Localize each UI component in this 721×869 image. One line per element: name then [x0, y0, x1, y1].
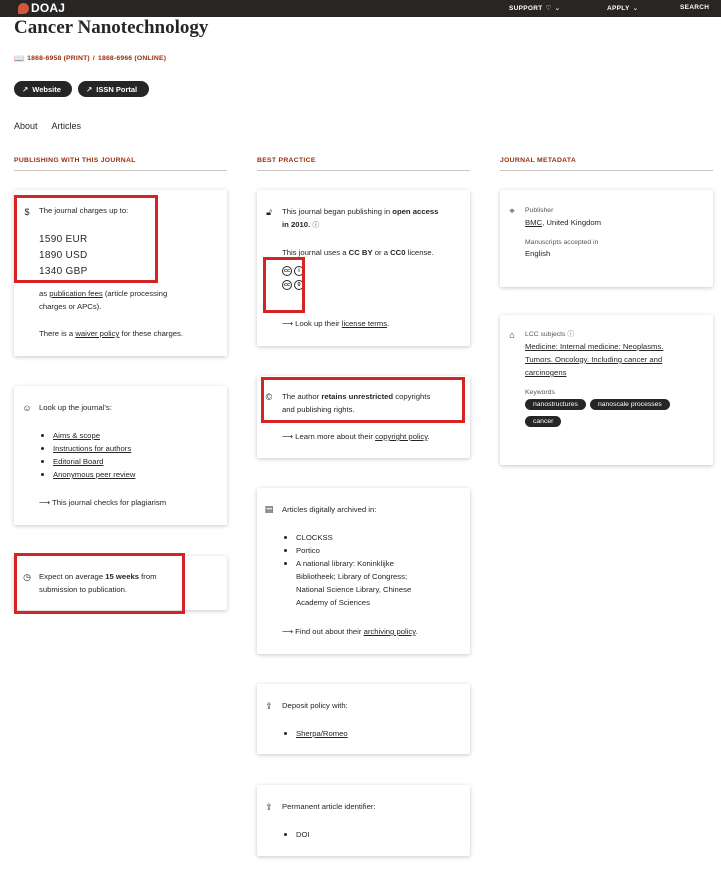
pin-icon: ⌖: [509, 206, 515, 216]
lookup-list: [39, 429, 135, 481]
upload-icon: ⇪: [265, 802, 273, 812]
archive-card: [257, 488, 470, 654]
deposit-list: [282, 727, 348, 740]
keywords-label: Keywords: [525, 389, 555, 396]
sherpa-romeo-link[interactable]: Sherpa/Romeo: [296, 729, 348, 738]
publishing-heading: PUBLISHING WITH THIS JOURNAL: [14, 157, 136, 164]
archiving-policy-link[interactable]: archiving policy: [363, 627, 416, 636]
terms-post: .: [387, 319, 390, 328]
find-pre: Find out about their: [295, 627, 362, 636]
list-item: [282, 557, 411, 609]
clock-icon: ◷: [23, 572, 31, 582]
issn-portal-button[interactable]: [78, 81, 149, 97]
tag-icon: ⌂: [509, 330, 515, 340]
plagiarism-text: This journal checks for plagiarism: [52, 498, 167, 507]
support-menu[interactable]: [509, 4, 560, 12]
list-item: [39, 442, 135, 455]
subject-link[interactable]: Tumors. Oncology. Including cancer and: [525, 355, 663, 364]
archive-icon: ▤: [264, 504, 274, 514]
publisher-label: Publisher: [525, 207, 554, 214]
top-nav: [0, 0, 721, 17]
list-item: [39, 429, 135, 442]
copyright-learn: ⟶ Learn more about their copyright policy.: [282, 432, 430, 441]
publisher-country: , United Kingdom: [542, 218, 602, 227]
book-icon: 📖: [14, 54, 25, 63]
doaj-logo[interactable]: [18, 1, 65, 15]
fees-after2: charges or APCs).: [39, 302, 102, 311]
by-icon: i: [294, 266, 304, 276]
archive-find: ⟶ Find out about their archiving policy.: [282, 627, 418, 636]
identifier-list: [282, 828, 310, 841]
keyword-badge[interactable]: nanoscale processes: [590, 399, 670, 410]
cc-icon: cc: [283, 282, 291, 288]
license-cc0: CC0: [390, 248, 406, 257]
divider: [500, 170, 713, 171]
apply-label: APPLY: [607, 4, 630, 12]
identifier-intro: Permanent article identifier:: [282, 802, 376, 811]
logo-text: DOAJ: [31, 1, 66, 15]
search-link[interactable]: [680, 4, 709, 11]
keyword-badge[interactable]: nanostructures: [525, 399, 586, 410]
publisher-value: [525, 216, 601, 229]
subject-link[interactable]: Medicine: Internal medicine: Neoplasms.: [525, 342, 664, 351]
oa-pre: This journal began publishing in: [282, 207, 391, 216]
peer-review-link[interactable]: Anonymous peer review: [53, 470, 136, 479]
fee-amount: 1890 USD: [39, 250, 88, 261]
help-icon[interactable]: ⓘ: [312, 222, 320, 229]
user-check-icon: ☺: [22, 403, 32, 413]
highlight-box: [261, 377, 465, 423]
dollar-icon: $: [24, 207, 30, 217]
chevron-down-icon: ⌄: [554, 5, 561, 12]
tab-bar: [14, 121, 81, 131]
copyright-policy-link[interactable]: copyright policy: [375, 432, 428, 441]
fees-after: (article processing: [104, 289, 168, 298]
manuscripts-label: Manuscripts accepted in: [525, 239, 599, 246]
lock-open-icon: 🔓︎: [266, 207, 272, 217]
time-post: from: [141, 572, 157, 581]
learn-post: .: [427, 432, 430, 441]
page-title: Cancer Nanotechnology: [14, 17, 209, 38]
external-link-icon: ↗: [86, 84, 93, 94]
apply-menu[interactable]: [607, 4, 638, 12]
list-item: [39, 455, 135, 468]
keyword-badge[interactable]: cancer: [525, 416, 561, 427]
issn-print: 1868-6958 (PRINT): [27, 55, 90, 62]
publication-fees-link[interactable]: publication fees: [49, 289, 103, 298]
upload-icon: ⇪: [265, 701, 273, 711]
plagiarism-note: ⟶ This journal checks for plagiarism: [39, 498, 167, 507]
issn-separator: /: [92, 55, 95, 62]
tab-articles[interactable]: Articles: [51, 121, 82, 131]
lookup-card: [14, 386, 227, 525]
waiver-post: for these charges.: [121, 329, 184, 338]
subject-link[interactable]: carcinogens: [525, 368, 567, 377]
divider: [14, 170, 227, 171]
heart-icon: ♡: [545, 5, 552, 12]
highlight-box: [263, 257, 305, 313]
highlight-box: [14, 195, 158, 283]
license-mid: or a: [374, 248, 388, 257]
copyright-line2: and publishing rights.: [282, 405, 355, 414]
waiver-policy-link[interactable]: waiver policy: [75, 329, 120, 338]
issn-line: [14, 54, 166, 63]
metadata-heading: JOURNAL METADATA: [500, 157, 577, 164]
copyright-bold: retains unrestricted: [321, 392, 394, 401]
cc-icon: cc: [283, 268, 291, 274]
license-terms: ⟶ Look up their license terms.: [282, 319, 390, 328]
subjects-label: LCC subjects: [525, 331, 566, 338]
fees-as: as: [39, 289, 48, 298]
list-item: [282, 727, 348, 740]
fee-amount: 1590 EUR: [39, 234, 88, 245]
zero-icon: 0: [294, 280, 304, 290]
search-label: SEARCH: [680, 4, 710, 11]
publisher-card: [500, 190, 713, 287]
support-label: SUPPORT: [509, 4, 543, 12]
keywords-list: [525, 399, 710, 433]
oa-bold: open access: [392, 207, 439, 216]
learn-pre: Learn more about their: [295, 432, 373, 441]
list-item: Portico: [282, 544, 411, 557]
archive-library-line: A national library: Koninklijke: [296, 559, 394, 568]
issn-portal-label: ISSN Portal: [96, 84, 138, 94]
deposit-card: [257, 684, 470, 754]
external-link-icon: ↗: [22, 84, 29, 94]
lookup-intro: Look up the journal's:: [39, 403, 112, 412]
subjects-value: [525, 340, 708, 379]
time-pre: Expect on average: [39, 572, 104, 581]
archive-library-line: Academy of Sciences: [296, 598, 370, 607]
aims-scope-link[interactable]: Aims & scope: [53, 431, 100, 440]
time-weeks: 15 weeks: [105, 572, 140, 581]
oa-text: [282, 205, 464, 232]
website-label: Website: [32, 84, 61, 94]
waiver-pre: There is a: [39, 329, 74, 338]
issn-online: 1868-6966 (ONLINE): [97, 55, 167, 62]
time-line2: submission to publication.: [39, 585, 128, 594]
fee-amount: 1340 GBP: [39, 266, 88, 277]
archive-library-line: Bibliotheek; Library of Congress;: [296, 572, 408, 581]
copyright-pre: The author: [282, 392, 320, 401]
website-button[interactable]: [14, 81, 72, 97]
best-practice-heading: BEST PRACTICE: [257, 157, 316, 164]
chevron-down-icon: ⌄: [632, 5, 639, 12]
copyright-icon: ©: [265, 392, 273, 402]
archive-library-line: National Science Library, Chinese: [296, 585, 412, 594]
oa-year: in 2010.: [282, 220, 311, 229]
logo-mark-icon: [18, 3, 29, 14]
license-pre: This journal uses a: [282, 248, 347, 257]
instructions-link[interactable]: Instructions for authors: [53, 444, 132, 453]
highlight-box: [14, 553, 185, 614]
waiver-text: [39, 327, 183, 340]
archive-list: [282, 531, 411, 609]
identifier-card: [257, 785, 470, 856]
license-post: license.: [407, 248, 434, 257]
tab-about[interactable]: About: [14, 121, 38, 131]
publisher-link[interactable]: BMC: [525, 218, 543, 227]
divider: [257, 170, 470, 171]
terms-pre: Look up their: [295, 319, 340, 328]
list-item: [39, 468, 135, 481]
list-item: DOI: [282, 828, 310, 841]
deposit-intro: Deposit policy with:: [282, 701, 348, 710]
license-terms-link[interactable]: license terms: [341, 319, 388, 328]
archive-intro: Articles digitally archived in:: [282, 505, 377, 514]
list-item: CLOCKSS: [282, 531, 411, 544]
fees-intro: The journal charges up to:: [39, 206, 129, 215]
copyright-post: copyrights: [395, 392, 431, 401]
subjects-card: [500, 315, 713, 465]
find-post: .: [415, 627, 418, 636]
manuscripts-language: English: [525, 249, 551, 258]
help-icon[interactable]: ⓘ: [567, 331, 575, 338]
editorial-board-link[interactable]: Editorial Board: [53, 457, 104, 466]
fees-description: [39, 287, 219, 313]
license-ccby: CC BY: [348, 248, 373, 257]
